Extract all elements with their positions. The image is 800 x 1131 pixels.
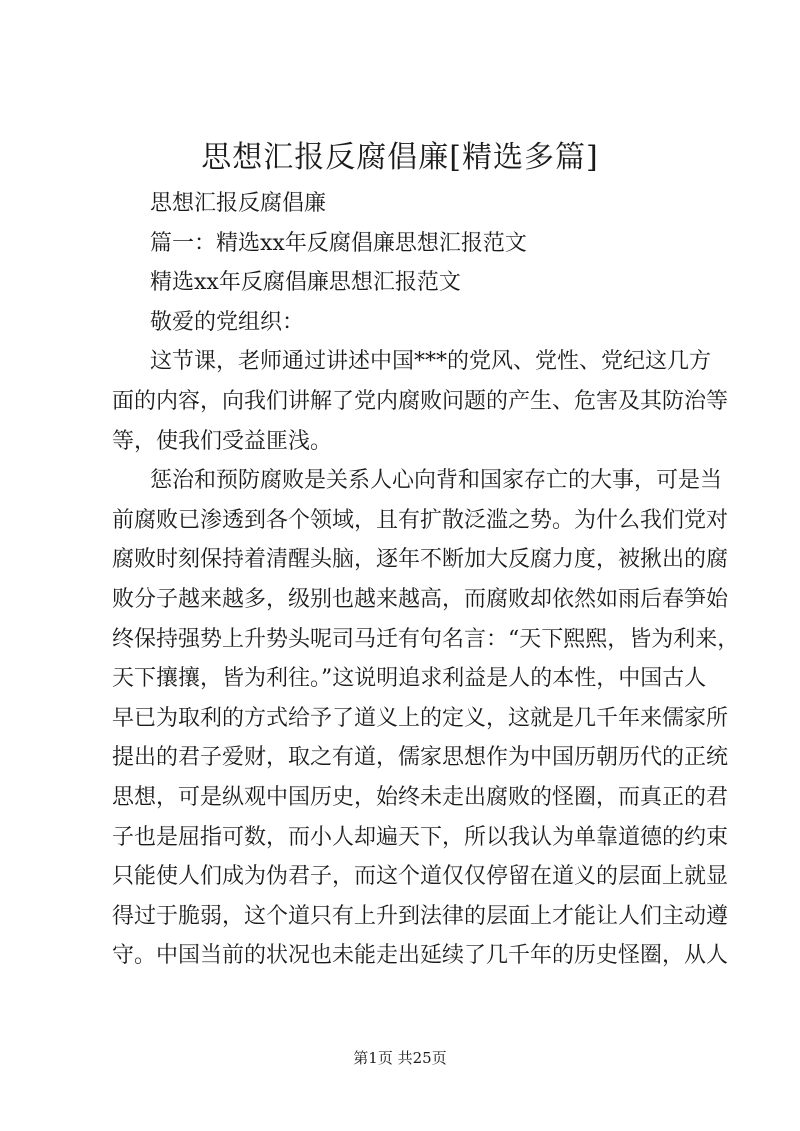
subtitle: 思想汇报反腐倡廉 <box>150 191 327 216</box>
salutation: 敬爱的党组织： <box>150 309 305 335</box>
paragraph-line: 提出的君子爱财，取之有道，儒家思想作为中国历朝历代的正统 <box>112 745 729 771</box>
paragraph-line: 终保持强势上升势头呢司马迁有句名言：“天下熙熙，皆为利来， <box>112 626 740 652</box>
paragraph-line: 惩治和预防腐败是关系人心向背和国家存亡的大事，可是当 <box>150 468 723 494</box>
paragraph-line: 败分子越来越多，级别也越来越高，而腐败却依然如雨后春笋始 <box>112 586 729 612</box>
paragraph-line: 前腐败已渗透到各个领域，且有扩散泛滥之势。为什么我们党对 <box>112 507 729 533</box>
article-title: 精选xx年反腐倡廉思想汇报范文 <box>150 270 461 296</box>
document-title: 思想汇报反腐倡廉[精选多篇] <box>201 140 599 175</box>
paragraph-line: 天下攘攘，皆为利往。”这说明追求利益是人的本性，中国古人 <box>112 666 707 692</box>
document-body <box>112 184 740 976</box>
paragraph-line: 思想，可是纵观中国历史，始终未走出腐败的怪圈，而真正的君 <box>112 784 729 810</box>
paragraph-2 <box>112 461 740 976</box>
paragraph-line: 等，使我们受益匪浅。 <box>112 428 333 454</box>
paragraph-line: 面的内容，向我们讲解了党内腐败问题的产生、危害及其防治等 <box>112 388 729 414</box>
paragraph-line: 腐败时刻保持着清醒头脑，逐年不断加大反腐力度，被揪出的腐 <box>112 547 729 573</box>
paragraph-line: 只能使人们成为伪君子，而这个道仅仅停留在道义的层面上就显 <box>112 864 729 890</box>
paragraph-line: 得过于脆弱，这个道只有上升到法律的层面上才能让人们主动遵 <box>112 903 729 929</box>
paragraph-line: 守。中国当前的状况也未能走出延续了几千年的历史怪圈，从人 <box>112 943 729 969</box>
paragraph-1 <box>112 342 729 461</box>
page-number-footer: 第1页 共25页 <box>353 1049 447 1067</box>
paragraph-line: 早已为取利的方式给予了道义上的定义，这就是几千年来儒家所 <box>112 705 729 731</box>
paragraph-line: 子也是屈指可数，而小人却遍天下，所以我认为单靠道德的约束 <box>112 824 729 850</box>
paragraph-line: 这节课，老师通过讲述中国***的党风、党性、党纪这几方 <box>150 349 712 375</box>
chapter-heading: 篇一：精选xx年反腐倡廉思想汇报范文 <box>150 230 527 256</box>
